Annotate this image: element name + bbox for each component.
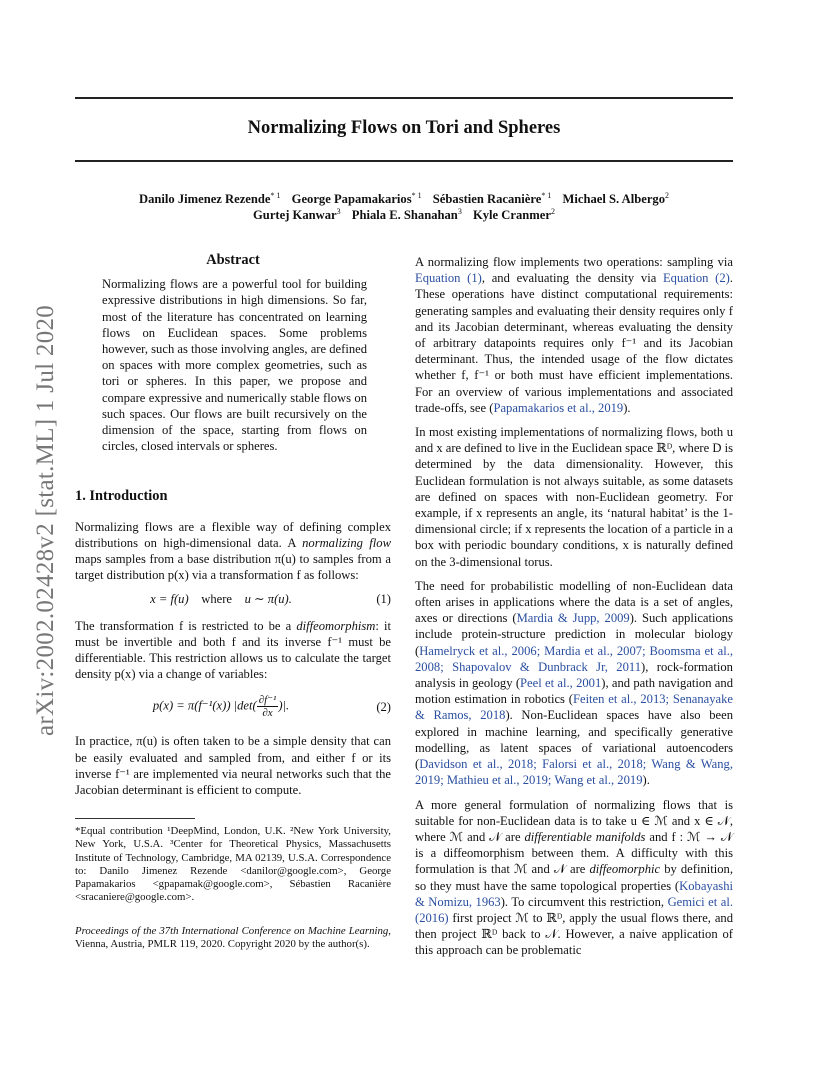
intro-paragraph-1: Normalizing flows are a flexible way of defining complex distributions on high-dimensional data. A normalizing flow maps samples from a base distribution π(u) to samples from a target distribution p(x) via a transformation f as follows: bbox=[75, 519, 391, 583]
intro-paragraph-2: The transformation f is restricted to be a diffeomorphism: it must be invertible and both f and its inverse f⁻¹ must be differentiable. This restriction allows us to calculate the target density p(x) via a change of variables: bbox=[75, 618, 391, 682]
right-paragraph-3: The need for probabilistic modelling of non-Euclidean data often arises in applications where the data is a set of angles, axes or directions (Mardia & Jupp, 2009). Such applications include protein-structure prediction in molecular biology (Hamelryck et al., 2006; Mardia et al., 2007; Boomsma et al., 2008; Shapovalov & Dunbrack Jr, 2011), rock-formation analysis in geology (Peel et al., 2001), and path navigation and motion estimation in robotics (Feiten et al., 2013; Senanayake & Ramos, 2018). Non-Euclidean spaces have also been explored in machine learning, and specifically generative modelling, as latent spaces of variational autoencoders (Davidson et al., 2018; Falorsi et al., 2018; Wang & Wang, 2019; Mathieu et al., 2019; Wang et al., 2019). bbox=[415, 578, 733, 788]
paper-title: Normalizing Flows on Tori and Spheres bbox=[247, 118, 561, 138]
author: Kyle Cranmer$^2$ bbox=[472, 207, 555, 223]
left-column bbox=[75, 252, 391, 951]
equation-2: p(x) = π(f⁻¹(x)) |det( $\frac{\text{∂f⁻¹}}{\partial x}$ )|. (2) bbox=[152, 694, 391, 720]
abstract-text: Normalizing flows are a powerful tool for building expressive distributions in high dimensions. So far, most of the literature has concentrated on learning flows on Euclidean spaces. Some problems however, such as those involving angles, are defined on spaces with more complex geometries, such as tori or spheres. In this paper, we propose and compare expressive and numerically stable flows on such spaces. Our flows are built recursively on the dimension of the space, starting from flows on circles, closed intervals or spheres. bbox=[102, 277, 367, 454]
title-rule-top bbox=[75, 97, 733, 99]
citation-link[interactable]: Gemici et al. (2016) bbox=[415, 894, 733, 925]
equation-link[interactable]: Equation (1) bbox=[415, 271, 482, 286]
proceedings-note: Proceedings of the 37th International Conference on Machine Learning, Vienna, Austria, PMLR 119, 2020. Copyright 2020 by the author(s). bbox=[75, 924, 391, 950]
abstract-heading: Abstract bbox=[206, 252, 260, 268]
arxiv-identifier: arXiv:2002.02428v2 [stat.ML] 1 Jul 2020 bbox=[32, 304, 59, 736]
citation-link[interactable]: Davidson et al., 2018; Falorsi et al., 2018; Wang & Wang, 2019; Mathieu et al., 2019; Wang et al., 2019 bbox=[415, 757, 733, 788]
author: Gurtej Kanwar$^3$ bbox=[253, 207, 341, 223]
equation-link[interactable]: Equation (2) bbox=[662, 271, 730, 286]
author: Sébastien Racanière$^{* 1}$ bbox=[432, 191, 552, 207]
citation-link[interactable]: Peel et al., 2001 bbox=[520, 676, 602, 691]
author: Phiala E. Shanahan$^3$ bbox=[351, 207, 462, 223]
author: Danilo Jimenez Rezende$^{* 1}$ bbox=[138, 191, 281, 207]
right-paragraph-4: A more general formulation of normalizing flows that is suitable for non-Euclidean data is to take u ∈ ℳ and x ∈ 𝒩, where ℳ and 𝒩 are differentiable manifolds and f : ℳ → 𝒩 is a diffeomorphism between them. A difficulty with this formulation is that ℳ and 𝒩 are diffeomorphic by definition, so they must have the same topological properties (Kobayashi & Nomizu, 1963). To circumvent this restriction, Gemici et al. (2016) first project ℳ to ℝᴰ, apply the usual flows there, and then project ℝᴰ back to 𝒩. However, a naive application of this approach can be problematic bbox=[415, 797, 733, 958]
right-column bbox=[415, 254, 733, 967]
equation-1: x = f(u) where u ∼ π(u). (1) bbox=[150, 592, 391, 607]
arxiv-sidebar bbox=[12, 296, 59, 736]
title-rule-bottom bbox=[75, 160, 733, 162]
authors-line-2 bbox=[75, 207, 733, 223]
author: Michael S. Albergo$^2$ bbox=[562, 191, 670, 207]
right-paragraph-1: A normalizing flow implements two operations: sampling via Equation (1), and evaluating the density via Equation (2). These operations have distinct computational requirements: generating samples and evaluating their density requires only f and its Jacobian determinant, whereas evaluating the density of arbitrary datapoints requires only f⁻¹ and its Jacobian determinant. Thus, the intended usage of the flow dictates whether f, f⁻¹ or both must have efficient implementations. For an overview of various implementations and associated trade-offs, see (Papamakarios et al., 2019). bbox=[415, 255, 733, 415]
right-paragraph-2: In most existing implementations of normalizing flows, both u and x are defined to live in the Euclidean space ℝᴰ, where D is determined by the data dimensionality. However, this Euclidean formulation is not always suitable, as some datasets are defined on spaces with non-Euclidean geometry. For example, if x represents an angle, its ‘natural habitat’ is the 1-dimensional circle; if x represents the location of a particle in a box with periodic boundary conditions, x is naturally defined on the 3-dimensional torus. bbox=[415, 425, 734, 569]
equation-number: (2) bbox=[376, 699, 391, 714]
authors-line-1 bbox=[75, 191, 733, 207]
equation-number: (1) bbox=[376, 592, 391, 607]
citation-link[interactable]: Hamelryck et al., 2006; Mardia et al., 2007; Boomsma et al., 2008; Shapovalov & Dunbrack Jr, 2011 bbox=[415, 643, 733, 674]
footnote-rule bbox=[75, 818, 195, 819]
section-heading-introduction: 1. Introduction bbox=[75, 488, 168, 505]
footnote-affiliations: *Equal contribution ¹DeepMind, London, U.K. ²New York University, New York, U.S.A. ³Center for Theoretical Physics, Massachusetts Institute of Technology, Cambridge, MA 02139, U.S.A. Correspondence to: Danilo Jimenez Rezende <danilor@google.com>, George Papamakarios <gpapamak@google.com>, Sébastien Racanière <sracaniere@google.com>. bbox=[75, 825, 391, 904]
intro-paragraph-3: In practice, π(u) is often taken to be a simple density that can be easily evaluated and sampled from, and either f or its inverse f⁻¹ are implemented via neural networks such that the Jacobian determinant is efficient to compute. bbox=[75, 734, 391, 798]
citation-link[interactable]: Mardia & Jupp, 2009 bbox=[516, 611, 630, 626]
citation-link[interactable]: Feiten et al., 2013; Senanayake & Ramos, 2018 bbox=[415, 692, 733, 723]
author: George Papamakarios$^{* 1}$ bbox=[291, 191, 422, 207]
citation-link[interactable]: Kobayashi & Nomizu, 1963 bbox=[415, 878, 733, 909]
citation-link[interactable]: Papamakarios et al., 2019 bbox=[493, 400, 624, 415]
